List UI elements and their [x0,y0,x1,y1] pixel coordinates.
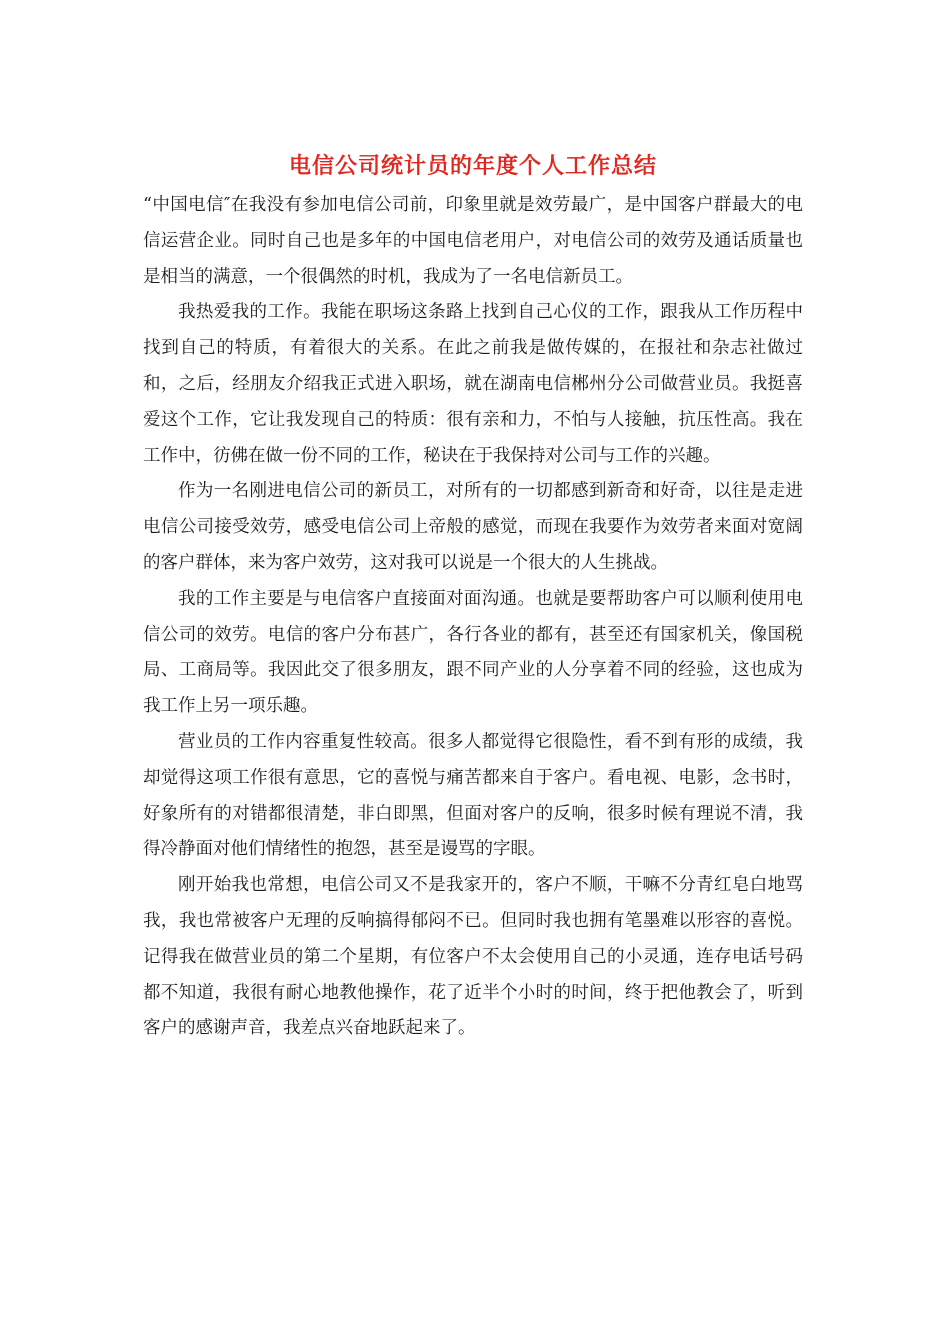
paragraph-new-employee: 作为一名刚进电信公司的新员工，对所有的一切都感到新奇和好奇，以往是走进电信公司接受效劳，感受电信公司上帝般的感觉，而现在我要作为效劳者来面对宽阔的客户群体，来为客户效劳，这对我可以说是一个很大的人生挑战。 [143,481,803,573]
document-page [143,150,803,1047]
paragraph-communication: 我的工作主要是与电信客户直接面对面沟通。也就是要帮助客户可以顺利使用电信公司的效劳。电信的客户分布甚广，各行各业的都有，甚至还有国家机关，像国税局、工商局等。我因此交了很多朋友，跟不同产业的人分享着不同的经验，这也成为我工作上另一项乐趣。 [143,588,803,717]
paragraph-love-work: 我热爱我的工作。我能在职场这条路上找到自己心仪的工作，跟我从工作历程中找到自己的特质，有着很大的关系。在此之前我是做传媒的，在报社和杂志社做过和，之后，经朋友介绍我正式进入职场，就在湖南电信郴州分公司做营业员。我挺喜爱这个工作，它让我发现自己的特质：很有亲和力，不怕与人接触，抗压性高。我在工作中，彷佛在做一份不同的工作，秘诀在于我保持对公司与工作的兴趣。 [143,302,803,466]
paragraph-intro: “中国电信″在我没有参加电信公司前，印象里就是效劳最广，是中国客户群最大的电信运营企业。同时自己也是多年的中国电信老用户，对电信公司的效劳及通话质量也是相当的满意，一个很偶然的时机，我成为了一名电信新员工。 [143,195,803,287]
document-title: 电信公司统计员的年度个人工作总结 [288,153,657,179]
paragraph-joy: 刚开始我也常想，电信公司又不是我家开的，客户不顺，干嘛不分青红皂白地骂我，我也常被客户无理的反响搞得郁闷不已。但同时我也拥有笔墨难以形容的喜悦。记得我在做营业员的第二个星期，有位客户不太会使用自己的小灵通，连存电话号码都不知道，我很有耐心地教他操作，花了近半个小时的时间，终于把他教会了，听到客户的感谢声音，我差点兴奋地跃起来了。 [143,875,803,1039]
paragraph-repetitive-work: 营业员的工作内容重复性较高。很多人都觉得它很隐性，看不到有形的成绩，我却觉得这项工作很有意思，它的喜悦与痛苦都来自于客户。看电视、电影，念书时，好象所有的对错都很清楚，非白即黑，但面对客户的反响，很多时候有理说不清，我得冷静面对他们情绪性的抱怨，甚至是谩骂的字眼。 [143,731,803,860]
